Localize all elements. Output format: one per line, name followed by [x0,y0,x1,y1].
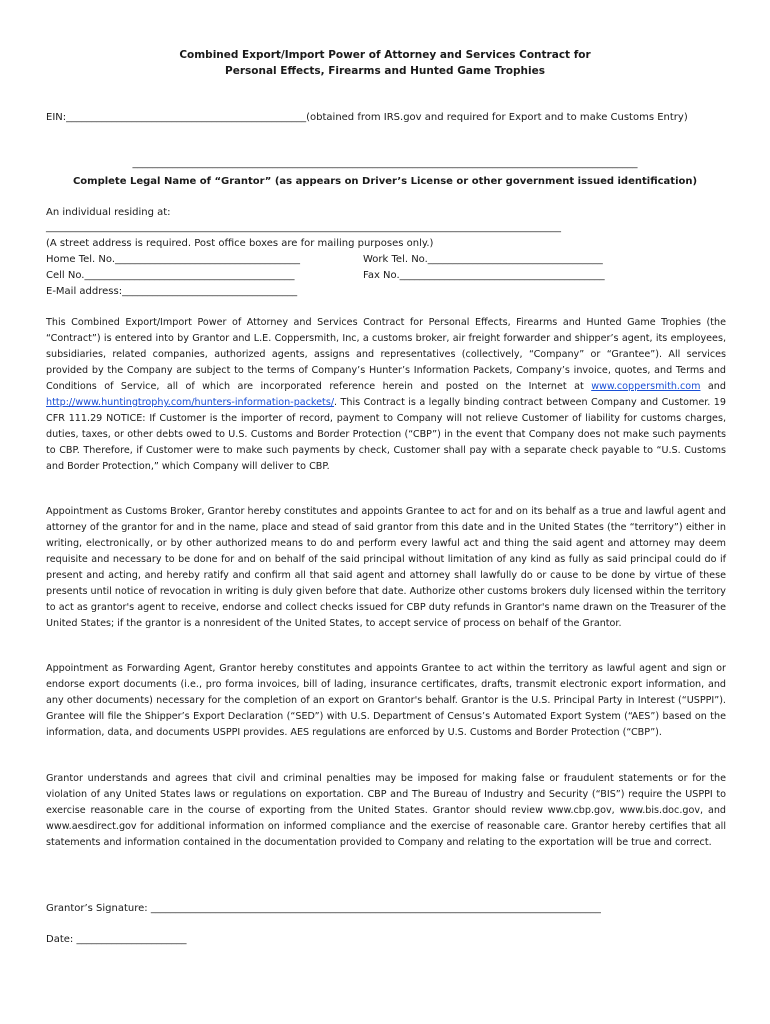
cell-field[interactable]: Cell No.__________________________________________ [46,270,295,281]
paragraph-1-text-a: This Combined Export/Import Power of Attorney and Services Contract for Personal Effects, Firearms and Hunted Game Trophies (the “Contract”) is entered into by Grantor and L.E. Coppersmith, Inc, a customs broker, air freight forwarder and shipper’s agent, its employees, subsidiaries, related companies, authorized agents, assigns and representatives (collectively, “Company” or “Grantee”). All services provided by the Company are subject to the terms of Company’s Hunter’s Information Packets, Company’s invoice, quotes, and Terms and Conditions of Service, all of which are incorporated reference herein and posted on the Internet at [46,317,726,392]
grantor-name-field[interactable]: _____________________________________________________________________________________________________ [132,158,638,169]
work-tel-field[interactable]: Work Tel. No.___________________________________ [363,254,603,265]
ein-label: EIN: [46,112,67,123]
paragraph-1-and: and [707,381,726,392]
document-title-line-2: Personal Effects, Firearms and Hunted Game Trophies [225,65,545,77]
date-row [46,933,186,947]
forwarding-agent-paragraph: Appointment as Forwarding Agent, Grantor hereby constitutes and appoints Grantee to act within the territory as lawful agent and sign or endorse export documents (i.e., pro forma invoices, bill of lading, insurance certificates, drafts, transmit electronic export information, and any other documents) necessary for the completion of an export on Grantor's behalf. Grantor is the U.S. Principal Party in Interest (“USPPI”). Grantee will file the Shipper’s Export Declaration (“SED”) with U.S. Department of Census’s Automated Export System (“AES”) based on the information, data, and documents USPPI provides. AES regulations are enforced by U.S. Customs and Border Protection (“CBP”). [46,663,726,738]
document-title-line-1: Combined Export/Import Power of Attorney and Services Contract for [179,49,591,61]
grantor-name-caption: Complete Legal Name of “Grantor” (as appears on Driver’s License or other government issued identification) [72,176,698,187]
hunters-info-link[interactable]: http://www.huntingtrophy.com/hunters-information-packets/ [46,397,335,408]
ein-note: (obtained from IRS.gov and required for Export and to make Customs Entry) [306,112,688,123]
coppersmith-link[interactable]: www.coppersmith.com [591,381,701,392]
ein-row [46,111,688,125]
home-tel-field[interactable]: Home Tel. No._____________________________________ [46,254,301,265]
signature-label: Grantor’s Signature: [46,903,151,914]
email-field[interactable]: E-Mail address:___________________________________ [46,286,298,297]
penalties-paragraph: Grantor understands and agrees that civil and criminal penalties may be imposed for making false or fraudulent statements or for the violation of any United States laws or regulations on exportation. CBP and The Bureau of Industry and Security (“BIS”) require the USPPI to exercise reasonable care in the course of exporting from the United States. Grantor should review www.cbp.gov, www.bis.doc.gov, and www.aesdirect.gov for additional information on informed compliance and the exercise of reasonable care. Grantor hereby certifies that all statements and information contained in the documentation provided to Company and relating to the exportation will be true and correct. [46,773,726,848]
fax-field[interactable]: Fax No._________________________________________ [363,270,605,281]
address-field[interactable]: _______________________________________________________________________________________________________ [46,222,561,233]
date-label: Date: [46,934,77,945]
address-label: An individual residing at: [46,207,171,218]
signature-field[interactable]: __________________________________________________________________________________________ [150,903,601,914]
date-field[interactable]: ______________________ [76,934,187,945]
paragraph-1-text-b: . This Contract is a legally binding contract between Company and Customer. 19 CFR 111.29 NOTICE: If Customer is the importer of record, payment to Company will not relieve Customer of liability for customs charges, duties, taxes, or other debts owed to U.S. Customs and Border Protection (“CBP”) in the event that Company does not make such payments to CBP. Therefore, if Customer were to make such payments by check, Customer shall pay with a separate check payable to “U.S. Customs and Border Protection,” which Company will deliver to CBP. [46,397,726,472]
customs-broker-paragraph: Appointment as Customs Broker, Grantor hereby constitutes and appoints Grantee to act for and on its behalf as a true and lawful agent and attorney of the grantor for and in the name, place and stead of said grantor from this date and in the United States (the “territory”) either in writing, electronically, or by other authorized means to do and perform every lawful act and thing the said agent and attorney may deem requisite and necessary to be done for and on behalf of the said principal without limitation of any kind as fully as said principal could do if present and acting, and hereby ratify and confirm all that said agent and attorney shall lawfully do or cause to be done by virtue of these presents until notice of revocation in writing is duly given before that date. Authorize other customs brokers duly licensed within the territory to act as grantor's agent to receive, endorse and collect checks issued for CBP duty refunds in Grantor's name drawn on the Treasurer of the United States; if the grantor is a nonresident of the United States, to accept service of process on behalf of the Grantor. [46,506,726,629]
contract-paragraph-1 [46,315,726,475]
signature-row [46,902,601,916]
address-note: (A street address is required. Post office boxes are for mailing purposes only.) [46,238,434,249]
ein-field[interactable]: ________________________________________________ [66,112,307,123]
